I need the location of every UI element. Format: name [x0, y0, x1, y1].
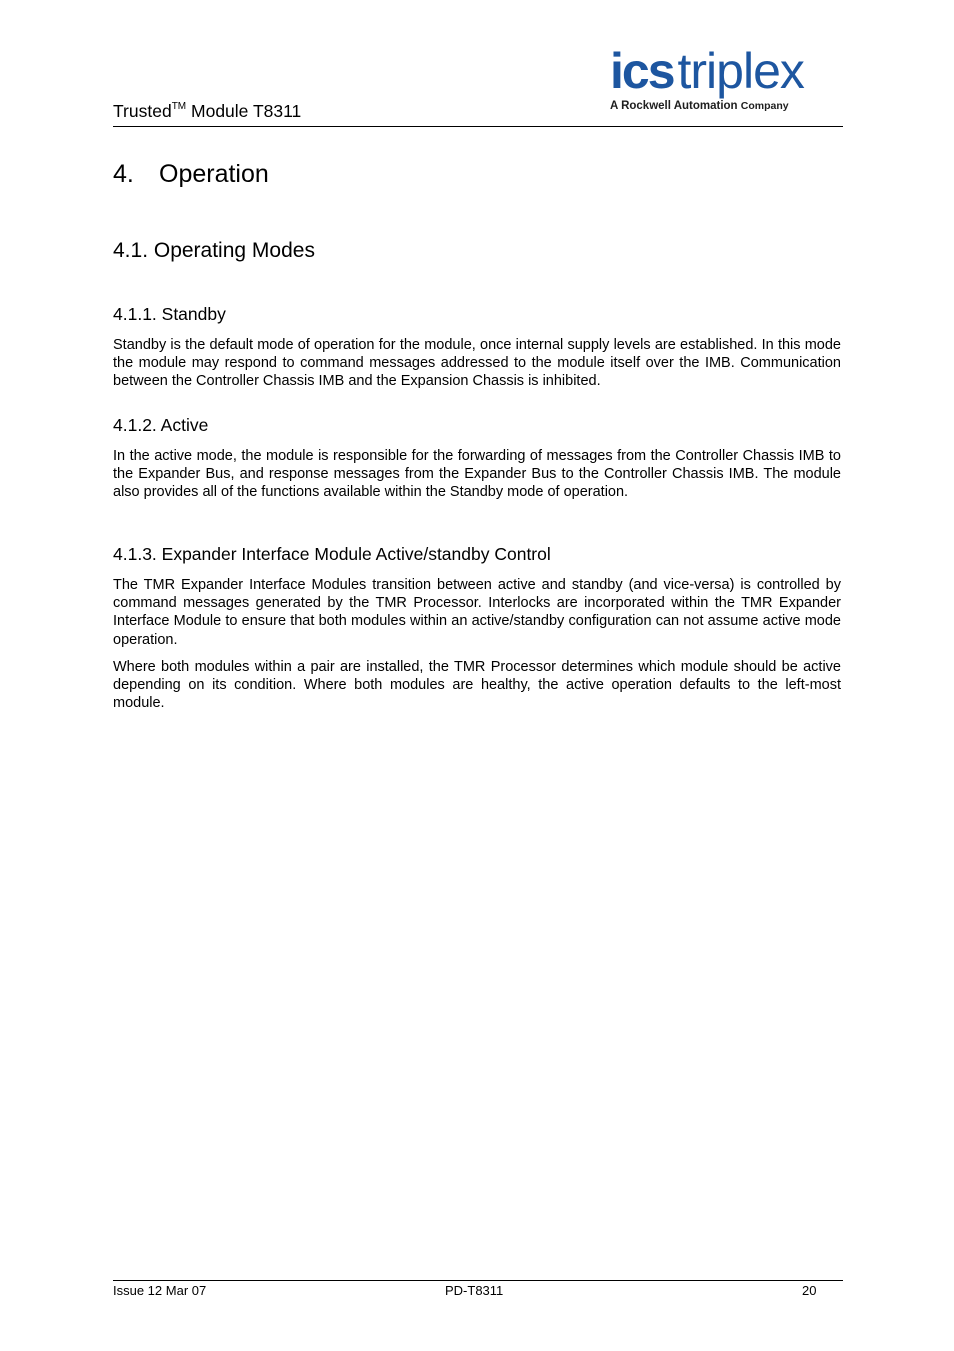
- subsection-heading: 4.1. Operating Modes: [113, 239, 315, 262]
- control-paragraph-1: The TMR Expander Interface Modules transition between active and standby (and vice-versa) is controlled by command messages generated by the TMR Processor. Interlocks are incorporated within the TMR Expander Interface Module to ensure that both modules within an active/standby configuration can not assume active mode operation.: [113, 577, 841, 648]
- active-heading: 4.1.2. Active: [113, 415, 209, 435]
- footer-divider: [113, 1280, 843, 1281]
- logo-triplex-text: triplex: [677, 43, 804, 99]
- section-number: 4.: [113, 160, 134, 188]
- section-title: Operation: [159, 160, 269, 188]
- logo-tagline: [610, 100, 844, 112]
- logo-company-text: Company: [740, 100, 789, 112]
- footer-page-number: 20: [802, 1283, 817, 1298]
- footer-issue: Issue 12 Mar 07: [113, 1283, 207, 1298]
- trademark-superscript: TM: [171, 101, 187, 112]
- header-divider: [113, 126, 843, 127]
- active-paragraph: In the active mode, the module is responsible for the forwarding of messages from the Controller Chassis IMB to the Expander Bus, and response messages from the Expander Bus to the Controller Chassis IMB. The module also provides all of the functions available within the Standby mode of operation.: [113, 448, 841, 501]
- footer-document-id: PD-T8311: [445, 1283, 504, 1298]
- section-heading: [113, 160, 269, 189]
- standby-paragraph: Standby is the default mode of operation for the module, once internal supply levels are established. In this mode the module may respond to command messages addressed to the module itself over the IMB. Communication between the Controller Chassis IMB and the Expansion Chassis is inhibited.: [113, 337, 841, 390]
- standby-heading: 4.1.1. Standby: [113, 304, 226, 324]
- header-title: [113, 101, 301, 122]
- control-heading: 4.1.3. Expander Interface Module Active/standby Control: [113, 544, 551, 564]
- header-title-text: Trusted: [113, 101, 172, 121]
- logo-ics-text: ics: [610, 43, 674, 99]
- logo-wordmark: [610, 44, 844, 98]
- header-title-suffix: Module T8311: [186, 101, 302, 121]
- control-paragraph-2: Where both modules within a pair are installed, the TMR Processor determines which module should be active depending on its condition. Where both modules are healthy, the active operation defaults to the left-most module.: [113, 659, 841, 712]
- ics-triplex-logo: [610, 44, 844, 112]
- logo-tagline-text: A Rockwell Automation: [610, 100, 738, 112]
